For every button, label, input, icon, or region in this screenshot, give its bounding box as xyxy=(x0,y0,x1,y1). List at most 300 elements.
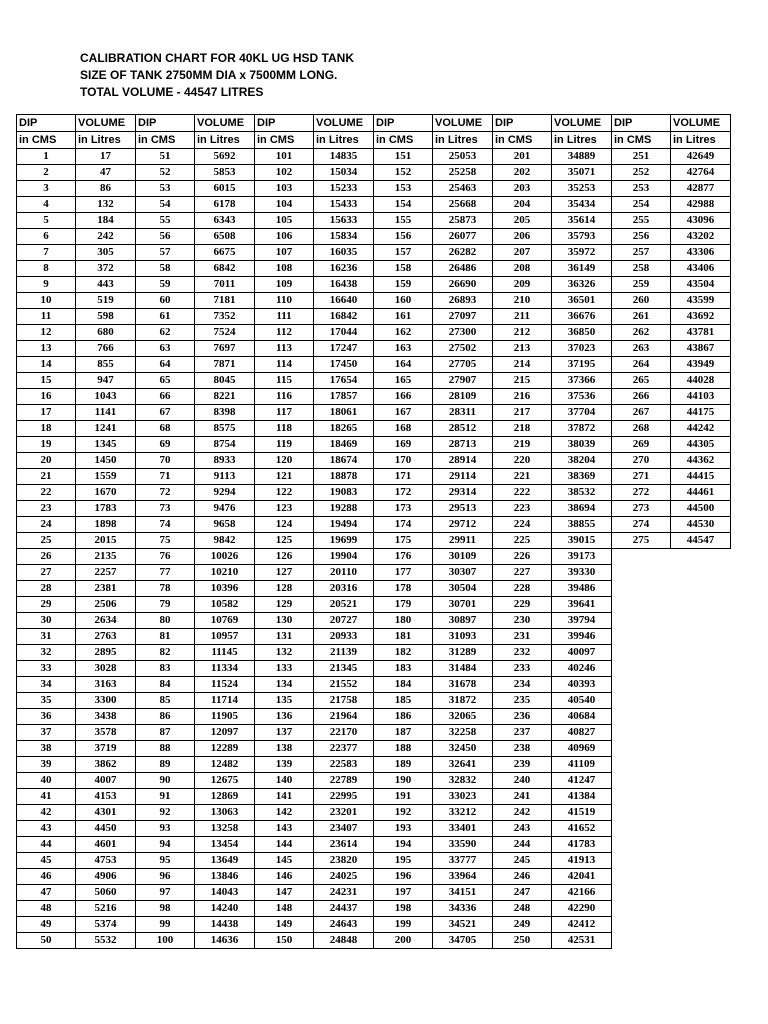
volume-cell: 25258 xyxy=(433,165,493,181)
table-row xyxy=(17,533,731,549)
dip-cell: 162 xyxy=(374,325,433,341)
dip-cell: 172 xyxy=(374,485,433,501)
table-row xyxy=(17,661,731,677)
volume-cell: 43781 xyxy=(671,325,731,341)
dip-cell: 115 xyxy=(255,373,314,389)
dip-cell: 64 xyxy=(136,357,195,373)
empty-cell xyxy=(612,853,671,869)
volume-cell: 11524 xyxy=(195,677,255,693)
dip-cell: 201 xyxy=(493,149,552,165)
dip-cell: 68 xyxy=(136,421,195,437)
empty-cell xyxy=(612,821,671,837)
dip-cell: 231 xyxy=(493,629,552,645)
dip-cell: 159 xyxy=(374,277,433,293)
dip-cell: 197 xyxy=(374,885,433,901)
dip-cell: 65 xyxy=(136,373,195,389)
empty-cell xyxy=(671,789,731,805)
table-row xyxy=(17,325,731,341)
volume-cell: 23820 xyxy=(314,853,374,869)
dip-cell: 269 xyxy=(612,437,671,453)
dip-cell: 79 xyxy=(136,597,195,613)
dip-cell: 44 xyxy=(17,837,76,853)
dip-cell: 164 xyxy=(374,357,433,373)
table-row xyxy=(17,517,731,533)
volume-cell: 27907 xyxy=(433,373,493,389)
dip-cell: 98 xyxy=(136,901,195,917)
dip-cell: 143 xyxy=(255,821,314,837)
dip-cell: 250 xyxy=(493,933,552,949)
dip-cell: 254 xyxy=(612,197,671,213)
dip-cell: 183 xyxy=(374,661,433,677)
dip-cell: 17 xyxy=(17,405,76,421)
volume-cell: 40540 xyxy=(552,693,612,709)
volume-cell: 27097 xyxy=(433,309,493,325)
dip-cell: 186 xyxy=(374,709,433,725)
dip-cell: 168 xyxy=(374,421,433,437)
table-row xyxy=(17,501,731,517)
volume-cell: 37704 xyxy=(552,405,612,421)
dip-cell: 237 xyxy=(493,725,552,741)
dip-cell: 33 xyxy=(17,661,76,677)
volume-cell: 25053 xyxy=(433,149,493,165)
header-dip: DIP xyxy=(612,115,671,132)
dip-cell: 229 xyxy=(493,597,552,613)
volume-cell: 14240 xyxy=(195,901,255,917)
title-line-3: TOTAL VOLUME - 44547 LITRES xyxy=(80,85,264,99)
dip-cell: 25 xyxy=(17,533,76,549)
dip-cell: 39 xyxy=(17,757,76,773)
volume-cell: 10957 xyxy=(195,629,255,645)
dip-cell: 140 xyxy=(255,773,314,789)
dip-cell: 212 xyxy=(493,325,552,341)
dip-cell: 112 xyxy=(255,325,314,341)
dip-cell: 91 xyxy=(136,789,195,805)
dip-cell: 257 xyxy=(612,245,671,261)
dip-cell: 42 xyxy=(17,805,76,821)
dip-cell: 185 xyxy=(374,693,433,709)
volume-cell: 1141 xyxy=(76,405,136,421)
dip-cell: 177 xyxy=(374,565,433,581)
volume-cell: 14636 xyxy=(195,933,255,949)
empty-cell xyxy=(671,741,731,757)
dip-cell: 137 xyxy=(255,725,314,741)
volume-cell: 29712 xyxy=(433,517,493,533)
dip-cell: 155 xyxy=(374,213,433,229)
volume-cell: 37023 xyxy=(552,341,612,357)
volume-cell: 3862 xyxy=(76,757,136,773)
dip-cell: 206 xyxy=(493,229,552,245)
volume-cell: 4301 xyxy=(76,805,136,821)
dip-cell: 97 xyxy=(136,885,195,901)
volume-cell: 16035 xyxy=(314,245,374,261)
volume-cell: 3719 xyxy=(76,741,136,757)
volume-cell: 19904 xyxy=(314,549,374,565)
volume-cell: 86 xyxy=(76,181,136,197)
dip-cell: 213 xyxy=(493,341,552,357)
volume-cell: 37195 xyxy=(552,357,612,373)
dip-cell: 116 xyxy=(255,389,314,405)
dip-cell: 244 xyxy=(493,837,552,853)
table-row xyxy=(17,789,731,805)
empty-cell xyxy=(612,565,671,581)
dip-cell: 255 xyxy=(612,213,671,229)
volume-cell: 9842 xyxy=(195,533,255,549)
dip-cell: 129 xyxy=(255,597,314,613)
volume-cell: 38532 xyxy=(552,485,612,501)
table-row xyxy=(17,341,731,357)
volume-cell: 44103 xyxy=(671,389,731,405)
volume-cell: 36501 xyxy=(552,293,612,309)
dip-cell: 158 xyxy=(374,261,433,277)
volume-cell: 20727 xyxy=(314,613,374,629)
volume-cell: 8933 xyxy=(195,453,255,469)
volume-cell: 39794 xyxy=(552,613,612,629)
dip-cell: 19 xyxy=(17,437,76,453)
table-row xyxy=(17,229,731,245)
empty-cell xyxy=(671,933,731,949)
table-row xyxy=(17,181,731,197)
dip-cell: 52 xyxy=(136,165,195,181)
dip-cell: 135 xyxy=(255,693,314,709)
table-row xyxy=(17,293,731,309)
volume-cell: 23201 xyxy=(314,805,374,821)
volume-cell: 24025 xyxy=(314,869,374,885)
empty-cell xyxy=(612,581,671,597)
volume-cell: 26077 xyxy=(433,229,493,245)
dip-cell: 230 xyxy=(493,613,552,629)
dip-cell: 205 xyxy=(493,213,552,229)
volume-cell: 4153 xyxy=(76,789,136,805)
empty-cell xyxy=(671,885,731,901)
volume-cell: 2506 xyxy=(76,597,136,613)
volume-cell: 8398 xyxy=(195,405,255,421)
dip-cell: 24 xyxy=(17,517,76,533)
dip-cell: 59 xyxy=(136,277,195,293)
dip-cell: 43 xyxy=(17,821,76,837)
dip-cell: 6 xyxy=(17,229,76,245)
empty-cell xyxy=(671,677,731,693)
empty-cell xyxy=(612,693,671,709)
volume-cell: 132 xyxy=(76,197,136,213)
header-row xyxy=(17,115,731,132)
header-volume: VOLUME xyxy=(433,115,493,132)
volume-cell: 26486 xyxy=(433,261,493,277)
volume-cell: 36850 xyxy=(552,325,612,341)
dip-cell: 105 xyxy=(255,213,314,229)
volume-cell: 37872 xyxy=(552,421,612,437)
table-row xyxy=(17,901,731,917)
volume-cell: 19083 xyxy=(314,485,374,501)
dip-cell: 125 xyxy=(255,533,314,549)
volume-cell: 3028 xyxy=(76,661,136,677)
empty-cell xyxy=(612,741,671,757)
calibration-table xyxy=(16,114,731,949)
header-volume: VOLUME xyxy=(314,115,374,132)
dip-cell: 217 xyxy=(493,405,552,421)
volume-cell: 3438 xyxy=(76,709,136,725)
dip-cell: 265 xyxy=(612,373,671,389)
volume-cell: 15834 xyxy=(314,229,374,245)
dip-cell: 80 xyxy=(136,613,195,629)
dip-cell: 53 xyxy=(136,181,195,197)
volume-cell: 7697 xyxy=(195,341,255,357)
dip-cell: 266 xyxy=(612,389,671,405)
dip-cell: 157 xyxy=(374,245,433,261)
dip-cell: 259 xyxy=(612,277,671,293)
table-row xyxy=(17,149,731,165)
dip-cell: 274 xyxy=(612,517,671,533)
volume-cell: 35253 xyxy=(552,181,612,197)
volume-cell: 2895 xyxy=(76,645,136,661)
volume-cell: 26893 xyxy=(433,293,493,309)
dip-cell: 270 xyxy=(612,453,671,469)
dip-cell: 163 xyxy=(374,341,433,357)
dip-cell: 126 xyxy=(255,549,314,565)
dip-cell: 251 xyxy=(612,149,671,165)
volume-cell: 28512 xyxy=(433,421,493,437)
empty-cell xyxy=(671,613,731,629)
volume-cell: 1783 xyxy=(76,501,136,517)
table-row xyxy=(17,453,731,469)
dip-cell: 100 xyxy=(136,933,195,949)
dip-cell: 175 xyxy=(374,533,433,549)
empty-cell xyxy=(612,805,671,821)
header-volume: VOLUME xyxy=(671,115,731,132)
table-row xyxy=(17,469,731,485)
dip-cell: 82 xyxy=(136,645,195,661)
dip-cell: 249 xyxy=(493,917,552,933)
empty-cell xyxy=(612,597,671,613)
dip-cell: 107 xyxy=(255,245,314,261)
volume-cell: 33401 xyxy=(433,821,493,837)
empty-cell xyxy=(612,773,671,789)
volume-cell: 6178 xyxy=(195,197,255,213)
volume-cell: 32450 xyxy=(433,741,493,757)
dip-cell: 210 xyxy=(493,293,552,309)
dip-cell: 47 xyxy=(17,885,76,901)
dip-cell: 241 xyxy=(493,789,552,805)
dip-cell: 272 xyxy=(612,485,671,501)
dip-cell: 40 xyxy=(17,773,76,789)
dip-cell: 207 xyxy=(493,245,552,261)
volume-cell: 42988 xyxy=(671,197,731,213)
dip-cell: 178 xyxy=(374,581,433,597)
table-row xyxy=(17,773,731,789)
volume-cell: 26690 xyxy=(433,277,493,293)
volume-cell: 24643 xyxy=(314,917,374,933)
volume-cell: 5853 xyxy=(195,165,255,181)
dip-cell: 23 xyxy=(17,501,76,517)
dip-cell: 192 xyxy=(374,805,433,821)
volume-cell: 42764 xyxy=(671,165,731,181)
dip-cell: 45 xyxy=(17,853,76,869)
volume-cell: 41913 xyxy=(552,853,612,869)
dip-cell: 120 xyxy=(255,453,314,469)
dip-cell: 258 xyxy=(612,261,671,277)
table-row xyxy=(17,933,731,949)
empty-cell xyxy=(671,709,731,725)
volume-cell: 9476 xyxy=(195,501,255,517)
volume-cell: 5060 xyxy=(76,885,136,901)
volume-cell: 39486 xyxy=(552,581,612,597)
volume-cell: 36326 xyxy=(552,277,612,293)
dip-cell: 165 xyxy=(374,373,433,389)
dip-cell: 114 xyxy=(255,357,314,373)
document-title xyxy=(80,50,354,101)
dip-cell: 62 xyxy=(136,325,195,341)
volume-cell: 1559 xyxy=(76,469,136,485)
dip-cell: 66 xyxy=(136,389,195,405)
volume-cell: 13258 xyxy=(195,821,255,837)
volume-cell: 32641 xyxy=(433,757,493,773)
volume-cell: 33023 xyxy=(433,789,493,805)
dip-cell: 128 xyxy=(255,581,314,597)
volume-cell: 44461 xyxy=(671,485,731,501)
volume-cell: 24437 xyxy=(314,901,374,917)
volume-cell: 38855 xyxy=(552,517,612,533)
empty-cell xyxy=(671,837,731,853)
volume-cell: 12097 xyxy=(195,725,255,741)
dip-cell: 21 xyxy=(17,469,76,485)
dip-cell: 5 xyxy=(17,213,76,229)
empty-cell xyxy=(612,613,671,629)
dip-cell: 55 xyxy=(136,213,195,229)
dip-cell: 32 xyxy=(17,645,76,661)
header-dip-unit: in CMS xyxy=(612,132,671,149)
empty-cell xyxy=(612,789,671,805)
volume-cell: 15034 xyxy=(314,165,374,181)
dip-cell: 268 xyxy=(612,421,671,437)
volume-cell: 11145 xyxy=(195,645,255,661)
dip-cell: 240 xyxy=(493,773,552,789)
header-dip: DIP xyxy=(493,115,552,132)
dip-cell: 144 xyxy=(255,837,314,853)
dip-cell: 264 xyxy=(612,357,671,373)
volume-cell: 29114 xyxy=(433,469,493,485)
dip-cell: 1 xyxy=(17,149,76,165)
volume-cell: 11714 xyxy=(195,693,255,709)
dip-cell: 58 xyxy=(136,261,195,277)
dip-cell: 89 xyxy=(136,757,195,773)
volume-cell: 6675 xyxy=(195,245,255,261)
dip-cell: 139 xyxy=(255,757,314,773)
dip-cell: 92 xyxy=(136,805,195,821)
volume-cell: 17654 xyxy=(314,373,374,389)
header-dip-unit: in CMS xyxy=(493,132,552,149)
empty-cell xyxy=(612,933,671,949)
volume-cell: 14043 xyxy=(195,885,255,901)
dip-cell: 72 xyxy=(136,485,195,501)
volume-cell: 4601 xyxy=(76,837,136,853)
volume-cell: 37366 xyxy=(552,373,612,389)
volume-cell: 42531 xyxy=(552,933,612,949)
dip-cell: 167 xyxy=(374,405,433,421)
dip-cell: 22 xyxy=(17,485,76,501)
volume-cell: 18265 xyxy=(314,421,374,437)
volume-cell: 33964 xyxy=(433,869,493,885)
empty-cell xyxy=(612,901,671,917)
header-row xyxy=(17,132,731,149)
volume-cell: 2381 xyxy=(76,581,136,597)
dip-cell: 113 xyxy=(255,341,314,357)
dip-cell: 87 xyxy=(136,725,195,741)
volume-cell: 28914 xyxy=(433,453,493,469)
volume-cell: 13454 xyxy=(195,837,255,853)
dip-cell: 141 xyxy=(255,789,314,805)
volume-cell: 10396 xyxy=(195,581,255,597)
volume-cell: 3578 xyxy=(76,725,136,741)
dip-cell: 262 xyxy=(612,325,671,341)
volume-cell: 43504 xyxy=(671,277,731,293)
volume-cell: 1345 xyxy=(76,437,136,453)
dip-cell: 38 xyxy=(17,741,76,757)
empty-cell xyxy=(671,757,731,773)
volume-cell: 15633 xyxy=(314,213,374,229)
volume-cell: 12482 xyxy=(195,757,255,773)
empty-cell xyxy=(671,565,731,581)
dip-cell: 152 xyxy=(374,165,433,181)
dip-cell: 121 xyxy=(255,469,314,485)
dip-cell: 154 xyxy=(374,197,433,213)
volume-cell: 9658 xyxy=(195,517,255,533)
volume-cell: 44242 xyxy=(671,421,731,437)
dip-cell: 111 xyxy=(255,309,314,325)
table-row xyxy=(17,693,731,709)
table-row xyxy=(17,613,731,629)
volume-cell: 42412 xyxy=(552,917,612,933)
volume-cell: 33777 xyxy=(433,853,493,869)
volume-cell: 4753 xyxy=(76,853,136,869)
volume-cell: 5692 xyxy=(195,149,255,165)
dip-cell: 28 xyxy=(17,581,76,597)
dip-cell: 146 xyxy=(255,869,314,885)
volume-cell: 30307 xyxy=(433,565,493,581)
dip-cell: 226 xyxy=(493,549,552,565)
dip-cell: 26 xyxy=(17,549,76,565)
dip-cell: 221 xyxy=(493,469,552,485)
volume-cell: 42166 xyxy=(552,885,612,901)
dip-cell: 248 xyxy=(493,901,552,917)
dip-cell: 8 xyxy=(17,261,76,277)
volume-cell: 3300 xyxy=(76,693,136,709)
volume-cell: 24848 xyxy=(314,933,374,949)
volume-cell: 14438 xyxy=(195,917,255,933)
dip-cell: 86 xyxy=(136,709,195,725)
volume-cell: 39946 xyxy=(552,629,612,645)
dip-cell: 150 xyxy=(255,933,314,949)
dip-cell: 73 xyxy=(136,501,195,517)
dip-cell: 29 xyxy=(17,597,76,613)
volume-cell: 11334 xyxy=(195,661,255,677)
dip-cell: 181 xyxy=(374,629,433,645)
dip-cell: 106 xyxy=(255,229,314,245)
header-dip-unit: in CMS xyxy=(136,132,195,149)
volume-cell: 23407 xyxy=(314,821,374,837)
volume-cell: 15433 xyxy=(314,197,374,213)
volume-cell: 44547 xyxy=(671,533,731,549)
empty-cell xyxy=(671,661,731,677)
dip-cell: 15 xyxy=(17,373,76,389)
dip-cell: 214 xyxy=(493,357,552,373)
volume-cell: 242 xyxy=(76,229,136,245)
dip-cell: 189 xyxy=(374,757,433,773)
dip-cell: 75 xyxy=(136,533,195,549)
volume-cell: 44305 xyxy=(671,437,731,453)
volume-cell: 9294 xyxy=(195,485,255,501)
volume-cell: 8575 xyxy=(195,421,255,437)
dip-cell: 85 xyxy=(136,693,195,709)
dip-cell: 188 xyxy=(374,741,433,757)
